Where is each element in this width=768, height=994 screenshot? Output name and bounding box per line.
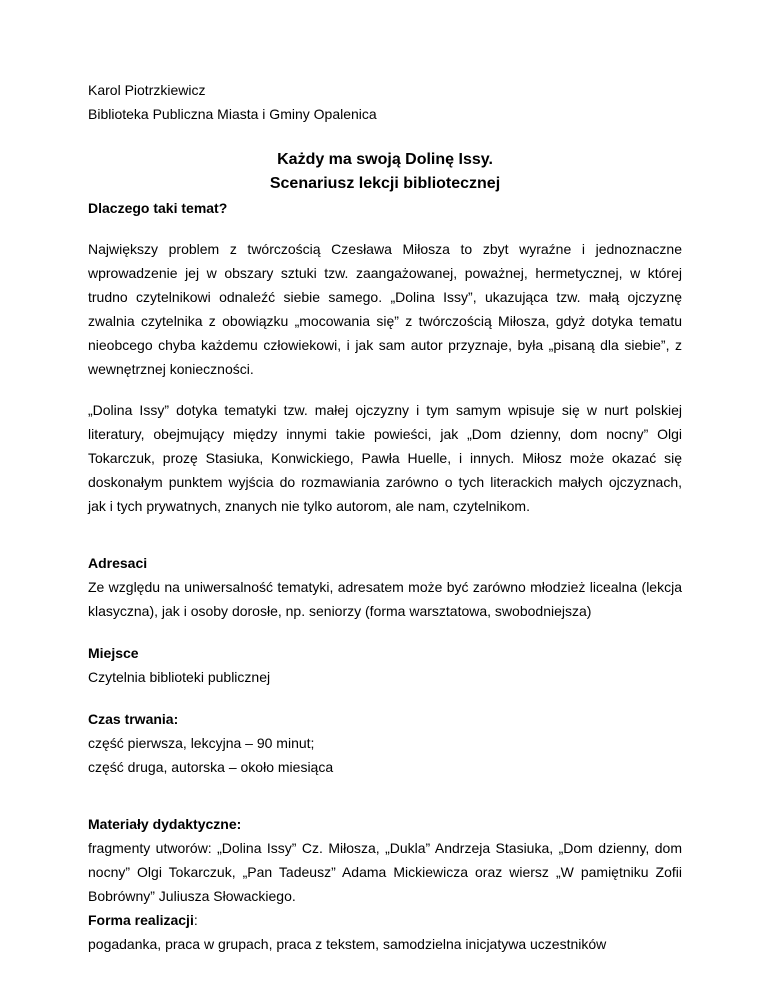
form-heading-label: Forma realizacji: [88, 912, 194, 928]
section-heading-materials: Materiały dydaktyczne:: [88, 816, 242, 832]
why-paragraph-1: Największy problem z twórczością Czesława Miłosza to zbyt wyraźne i jednoznaczne wprowadzenie jej w obszary sztuki tzw. zaangażowanej, poważnej, hermetycznej, w której trudno czytelnikowi odnaleźć siebie samego. „Dolina Issy”, ukazująca tzw. małą ojczyznę zwalnia czytelnika z obowiązku „mocowania się” z twórczością Miłosza, gdyż dotyka tematu nieobcego chyba każdemu człowiekowi, i jak sam autor przyznaje, była „pisaną dla siebie”, z wewnętrznej konieczności.: [88, 241, 682, 377]
document-page: [88, 78, 682, 956]
form-text: pogadanka, praca w grupach, praca z tekstem, samodzielna inicjatywa uczestników: [88, 936, 607, 952]
form-heading-colon: :: [193, 912, 198, 928]
section-heading-audience: Adresaci: [88, 555, 148, 571]
duration-line-2: część druga, autorska – około miesiąca: [88, 759, 334, 775]
why-paragraph-2: „Dolina Issy” dotyka tematyki tzw. małej ojczyzny i tym samym wpisuje się w nurt polskiej literatury, obejmujący między innymi takie powieści, jak „Dom dzienny, dom nocny” Olgi Tokarczuk, prozę Stasiuka, Konwickiego, Pawła Huelle, i innych. Miłosz może okazać się doskonałym punktem wyjścia do rozmawiania zarówno o tych literackich małych ojczyznach, jak i tych prywatnych, znanych nie tylko autorom, ale nam, czytelnikom.: [88, 402, 682, 514]
section-heading-form: [88, 908, 682, 932]
institution-name: Biblioteka Publiczna Miasta i Gminy Opalenica: [88, 106, 377, 122]
audience-text: Ze względu na uniwersalność tematyki, adresatem może być zarówno młodzież licealna (lekcja klasyczna), jak i osoby dorosłe, np. seniorzy (forma warsztatowa, swobodniejsza): [88, 579, 682, 619]
title-line-1: Każdy ma swoją Dolinę Issy.: [277, 151, 493, 168]
duration-line-1: część pierwsza, lekcyjna – 90 minut;: [88, 735, 315, 751]
section-heading-duration: Czas trwania:: [88, 711, 179, 727]
title-line-2: Scenariusz lekcji bibliotecznej: [269, 175, 501, 192]
section-heading-place: Miejsce: [88, 645, 139, 661]
section-heading-why: Dlaczego taki temat?: [88, 200, 228, 216]
document-title: [88, 148, 682, 196]
place-text: Czytelnia biblioteki publicznej: [88, 669, 271, 685]
author-name: Karol Piotrzkiewicz: [88, 82, 206, 98]
materials-text: fragmenty utworów: „Dolina Issy” Cz. Miłosza, „Dukla” Andrzeja Stasiuka, „Dom dzienny, dom nocny” Olgi Tokarczuk, „Pan Tadeusz” Adama Mickiewicza oraz wiersz „W pamiętniku Zofii Bobrówny” Juliusza Słowackiego.: [88, 840, 682, 904]
